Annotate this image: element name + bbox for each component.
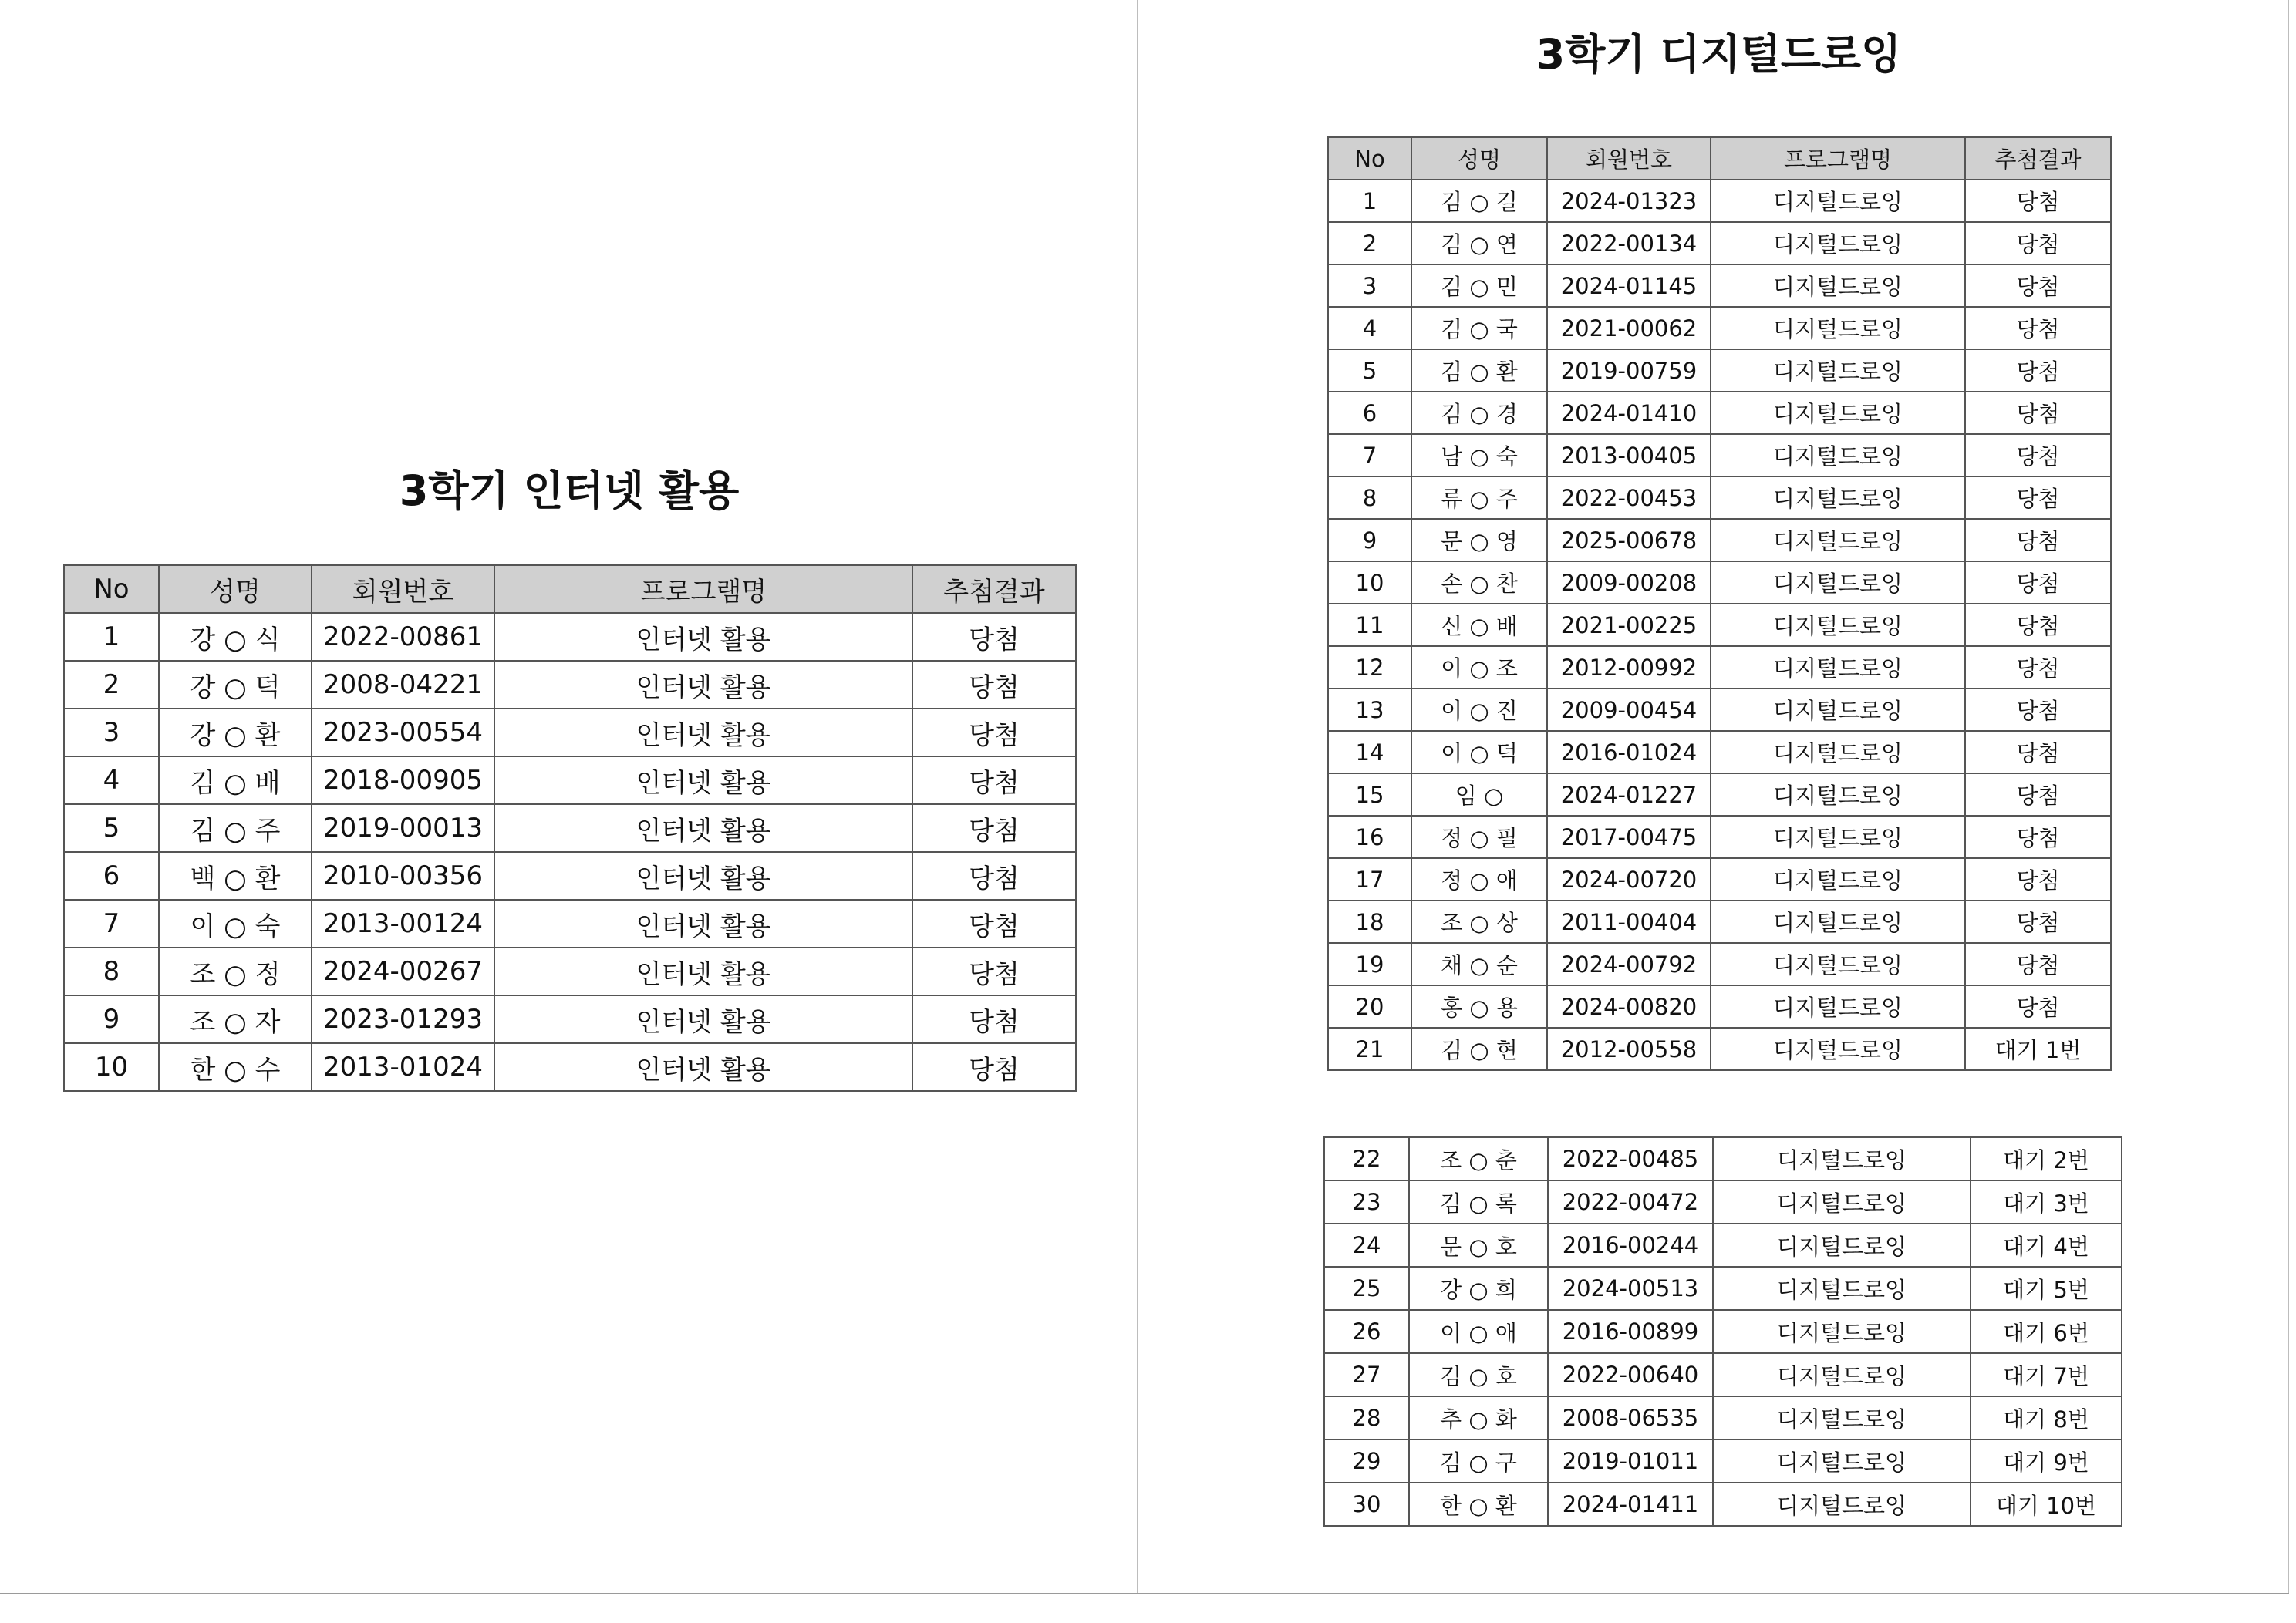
- table-row: [1328, 604, 2111, 646]
- table-cell: 디지털드로잉: [1711, 731, 1965, 773]
- table-cell: 2022-00134: [1547, 222, 1711, 264]
- table-cell: 당첨: [912, 948, 1076, 995]
- table-row: [1328, 816, 2111, 858]
- table-cell: 신 ○ 배: [1411, 604, 1547, 646]
- table-row: [1324, 1267, 2122, 1310]
- table-cell: 이 ○ 덕: [1411, 731, 1547, 773]
- table-cell: 당첨: [912, 852, 1076, 900]
- table-row: [1324, 1224, 2122, 1267]
- table-cell: 2013-00405: [1547, 434, 1711, 476]
- table-cell: 디지털드로잉: [1711, 264, 1965, 307]
- table-cell: 디지털드로잉: [1713, 1180, 1971, 1224]
- table-cell: 당첨: [1965, 561, 2111, 604]
- table-cell: 디지털드로잉: [1711, 349, 1965, 392]
- table-cell: 19: [1328, 943, 1411, 985]
- table-cell: 문 ○ 영: [1411, 519, 1547, 561]
- table-cell: 손 ○ 찬: [1411, 561, 1547, 604]
- table-row: [1328, 392, 2111, 434]
- table-cell: 당첨: [1965, 222, 2111, 264]
- table-cell: 2021-00062: [1547, 307, 1711, 349]
- table-cell: 대기 2번: [1971, 1137, 2122, 1180]
- table-cell: 디지털드로잉: [1711, 858, 1965, 901]
- table-cell: 12: [1328, 646, 1411, 689]
- table-row: [1328, 646, 2111, 689]
- table-cell: 대기 1번: [1965, 1028, 2111, 1070]
- table-row: [64, 948, 1076, 995]
- table-cell: 조 ○ 춘: [1409, 1137, 1548, 1180]
- table-cell: 2011-00404: [1547, 901, 1711, 943]
- table-cell: 8: [1328, 476, 1411, 519]
- table-cell: 디지털드로잉: [1713, 1224, 1971, 1267]
- internet-lottery-table: [63, 564, 1077, 1092]
- table-cell: 2024-00792: [1547, 943, 1711, 985]
- table-row: [1328, 434, 2111, 476]
- table-cell: 김 ○ 길: [1411, 180, 1547, 222]
- table-cell: 김 ○ 배: [159, 756, 312, 804]
- table-row: [64, 661, 1076, 709]
- table-cell: 당첨: [912, 661, 1076, 709]
- table-cell: 10: [64, 1043, 159, 1091]
- table-cell: 3: [1328, 264, 1411, 307]
- table-cell: 디지털드로잉: [1711, 392, 1965, 434]
- table-cell: 정 ○ 애: [1411, 858, 1547, 901]
- table-cell: 2025-00678: [1547, 519, 1711, 561]
- table-row: [1328, 222, 2111, 264]
- table-row: [64, 709, 1076, 756]
- table-cell: 2010-00356: [312, 852, 494, 900]
- right-page-title: 3학기 디지털드로잉: [1536, 30, 1902, 79]
- table-cell: 14: [1328, 731, 1411, 773]
- table-row: [1324, 1310, 2122, 1353]
- table-cell: 인터넷 활용: [494, 709, 912, 756]
- table-cell: 남 ○ 숙: [1411, 434, 1547, 476]
- table-cell: 10: [1328, 561, 1411, 604]
- table-row: [64, 900, 1076, 948]
- table-cell: 조 ○ 자: [159, 995, 312, 1043]
- table-cell: 채 ○ 순: [1411, 943, 1547, 985]
- table-cell: 2016-00244: [1548, 1224, 1713, 1267]
- table-cell: 2024-01411: [1548, 1483, 1713, 1526]
- table-cell: 2023-00554: [312, 709, 494, 756]
- table-cell: 대기 3번: [1971, 1180, 2122, 1224]
- table-cell: 9: [1328, 519, 1411, 561]
- table-cell: 2022-00861: [312, 613, 494, 661]
- column-header: No: [64, 565, 159, 613]
- table-cell: 김 ○ 국: [1411, 307, 1547, 349]
- table-cell: 디지털드로잉: [1711, 689, 1965, 731]
- table-cell: 조 ○ 정: [159, 948, 312, 995]
- table-cell: 2019-01011: [1548, 1439, 1713, 1483]
- table-cell: 대기 9번: [1971, 1439, 2122, 1483]
- table-row: [1324, 1483, 2122, 1526]
- table-cell: 인터넷 활용: [494, 804, 912, 852]
- table-cell: 당첨: [912, 995, 1076, 1043]
- table-cell: 2019-00759: [1547, 349, 1711, 392]
- table-cell: 5: [1328, 349, 1411, 392]
- table-row: [1324, 1180, 2122, 1224]
- table-cell: 2024-00720: [1547, 858, 1711, 901]
- table-cell: 3: [64, 709, 159, 756]
- table-cell: 디지털드로잉: [1711, 434, 1965, 476]
- table-cell: 11: [1328, 604, 1411, 646]
- table-row: [1328, 985, 2111, 1028]
- table-cell: 당첨: [1965, 180, 2111, 222]
- table-cell: 김 ○ 록: [1409, 1180, 1548, 1224]
- table-cell: 2022-00472: [1548, 1180, 1713, 1224]
- table-row: [1328, 773, 2111, 816]
- table-cell: 2: [64, 661, 159, 709]
- table-cell: 24: [1324, 1224, 1409, 1267]
- table-cell: 23: [1324, 1180, 1409, 1224]
- column-header: 회원번호: [312, 565, 494, 613]
- table-cell: 2024-00820: [1547, 985, 1711, 1028]
- table-cell: 2012-00992: [1547, 646, 1711, 689]
- column-header: 추첨결과: [1965, 137, 2111, 180]
- table-cell: 5: [64, 804, 159, 852]
- column-header: 프로그램명: [1711, 137, 1965, 180]
- table-cell: 16: [1328, 816, 1411, 858]
- table-row: [1328, 901, 2111, 943]
- table-row: [1328, 943, 2111, 985]
- table-cell: 18: [1328, 901, 1411, 943]
- table-cell: 26: [1324, 1310, 1409, 1353]
- table-cell: 2023-01293: [312, 995, 494, 1043]
- table-cell: 디지털드로잉: [1711, 943, 1965, 985]
- table-cell: 2024-01323: [1547, 180, 1711, 222]
- table-cell: 20: [1328, 985, 1411, 1028]
- column-header: 성명: [1411, 137, 1547, 180]
- drawing-lottery-table: [1327, 136, 2112, 1071]
- table-cell: 디지털드로잉: [1711, 985, 1965, 1028]
- table-row: [1328, 180, 2111, 222]
- table-row: [1328, 264, 2111, 307]
- table-cell: 인터넷 활용: [494, 852, 912, 900]
- page-divider: [1137, 0, 1138, 1594]
- table-cell: 당첨: [912, 613, 1076, 661]
- table-cell: 2022-00485: [1548, 1137, 1713, 1180]
- table-cell: 9: [64, 995, 159, 1043]
- table-cell: 대기 10번: [1971, 1483, 2122, 1526]
- drawing-waitlist-table: [1323, 1136, 2122, 1527]
- table-cell: 인터넷 활용: [494, 613, 912, 661]
- table-cell: 당첨: [1965, 646, 2111, 689]
- table-cell: 인터넷 활용: [494, 900, 912, 948]
- table-cell: 대기 7번: [1971, 1353, 2122, 1396]
- table-cell: 당첨: [1965, 901, 2111, 943]
- table-cell: 13: [1328, 689, 1411, 731]
- table-cell: 7: [1328, 434, 1411, 476]
- table-cell: 디지털드로잉: [1711, 180, 1965, 222]
- table-cell: 2021-00225: [1547, 604, 1711, 646]
- table-cell: 강 ○ 환: [159, 709, 312, 756]
- table-cell: 대기 6번: [1971, 1310, 2122, 1353]
- page-right-edge: [2288, 0, 2289, 1594]
- table-cell: 디지털드로잉: [1711, 901, 1965, 943]
- table-row: [64, 613, 1076, 661]
- table-cell: 홍 ○ 용: [1411, 985, 1547, 1028]
- table-cell: 22: [1324, 1137, 1409, 1180]
- table-cell: 이 ○ 애: [1409, 1310, 1548, 1353]
- table-cell: 당첨: [912, 900, 1076, 948]
- table-cell: 당첨: [1965, 349, 2111, 392]
- table-cell: 7: [64, 900, 159, 948]
- table-cell: 6: [1328, 392, 1411, 434]
- table-cell: 디지털드로잉: [1711, 816, 1965, 858]
- table-cell: 당첨: [912, 1043, 1076, 1091]
- table-row: [64, 804, 1076, 852]
- table-cell: 당첨: [1965, 476, 2111, 519]
- table-cell: 2024-01227: [1547, 773, 1711, 816]
- table-cell: 김 ○ 현: [1411, 1028, 1547, 1070]
- table-cell: 당첨: [912, 804, 1076, 852]
- table-cell: 2022-00453: [1547, 476, 1711, 519]
- table-cell: 인터넷 활용: [494, 661, 912, 709]
- column-header: 회원번호: [1547, 137, 1711, 180]
- table-cell: 디지털드로잉: [1713, 1267, 1971, 1310]
- table-cell: 4: [1328, 307, 1411, 349]
- table-cell: 김 ○ 경: [1411, 392, 1547, 434]
- table-cell: 디지털드로잉: [1711, 646, 1965, 689]
- table-row: [1324, 1439, 2122, 1483]
- table-cell: 인터넷 활용: [494, 1043, 912, 1091]
- table-cell: 디지털드로잉: [1711, 519, 1965, 561]
- column-header: 성명: [159, 565, 312, 613]
- table-cell: 2019-00013: [312, 804, 494, 852]
- table-cell: 디지털드로잉: [1711, 222, 1965, 264]
- table-row: [1328, 519, 2111, 561]
- table-cell: 2022-00640: [1548, 1353, 1713, 1396]
- table-cell: 디지털드로잉: [1711, 604, 1965, 646]
- table-cell: 김 ○ 환: [1411, 349, 1547, 392]
- table-cell: 디지털드로잉: [1713, 1137, 1971, 1180]
- table-cell: 강 ○ 희: [1409, 1267, 1548, 1310]
- table-cell: 1: [64, 613, 159, 661]
- table-cell: 21: [1328, 1028, 1411, 1070]
- table-row: [64, 995, 1076, 1043]
- table-cell: 당첨: [1965, 816, 2111, 858]
- table-cell: 28: [1324, 1396, 1409, 1439]
- table-cell: 1: [1328, 180, 1411, 222]
- table-cell: 당첨: [1965, 858, 2111, 901]
- table-cell: 당첨: [1965, 943, 2111, 985]
- table-cell: 임 ○: [1411, 773, 1547, 816]
- table-row: [1328, 349, 2111, 392]
- table-cell: 29: [1324, 1439, 1409, 1483]
- table-cell: 디지털드로잉: [1711, 561, 1965, 604]
- table-row: [1328, 561, 2111, 604]
- table-cell: 조 ○ 상: [1411, 901, 1547, 943]
- table-cell: 디지털드로잉: [1711, 773, 1965, 816]
- table-cell: 디지털드로잉: [1713, 1353, 1971, 1396]
- table-row: [1328, 731, 2111, 773]
- table-cell: 2: [1328, 222, 1411, 264]
- table-row: [1324, 1353, 2122, 1396]
- table-cell: 디지털드로잉: [1713, 1439, 1971, 1483]
- table-cell: 2013-00124: [312, 900, 494, 948]
- table-cell: 이 ○ 조: [1411, 646, 1547, 689]
- table-row: [1328, 307, 2111, 349]
- table-cell: 당첨: [1965, 307, 2111, 349]
- table-cell: 2009-00454: [1547, 689, 1711, 731]
- table-cell: 당첨: [1965, 434, 2111, 476]
- table-cell: 김 ○ 연: [1411, 222, 1547, 264]
- table-row: [1328, 1028, 2111, 1070]
- table-cell: 이 ○ 진: [1411, 689, 1547, 731]
- table-cell: 2009-00208: [1547, 561, 1711, 604]
- table-cell: 2024-00513: [1548, 1267, 1713, 1310]
- table-cell: 2012-00558: [1547, 1028, 1711, 1070]
- column-header: 추첨결과: [912, 565, 1076, 613]
- table-cell: 당첨: [1965, 264, 2111, 307]
- table-row: [1324, 1396, 2122, 1439]
- table-cell: 당첨: [1965, 773, 2111, 816]
- table-cell: 27: [1324, 1353, 1409, 1396]
- table-cell: 인터넷 활용: [494, 995, 912, 1043]
- table-cell: 30: [1324, 1483, 1409, 1526]
- table-cell: 당첨: [1965, 689, 2111, 731]
- table-row: [64, 756, 1076, 804]
- table-cell: 추 ○ 화: [1409, 1396, 1548, 1439]
- table-cell: 2016-00899: [1548, 1310, 1713, 1353]
- table-row: [1328, 476, 2111, 519]
- table-cell: 디지털드로잉: [1711, 476, 1965, 519]
- table-cell: 김 ○ 호: [1409, 1353, 1548, 1396]
- table-cell: 김 ○ 구: [1409, 1439, 1548, 1483]
- table-cell: 강 ○ 덕: [159, 661, 312, 709]
- table-cell: 김 ○ 주: [159, 804, 312, 852]
- table-row: [1328, 858, 2111, 901]
- table-cell: 17: [1328, 858, 1411, 901]
- table-cell: 당첨: [1965, 604, 2111, 646]
- table-cell: 디지털드로잉: [1713, 1483, 1971, 1526]
- table-cell: 대기 8번: [1971, 1396, 2122, 1439]
- table-cell: 문 ○ 호: [1409, 1224, 1548, 1267]
- table-cell: 인터넷 활용: [494, 756, 912, 804]
- left-page-title: 3학기 인터넷 활용: [399, 466, 740, 515]
- table-cell: 8: [64, 948, 159, 995]
- table-cell: 당첨: [912, 756, 1076, 804]
- table-cell: 강 ○ 식: [159, 613, 312, 661]
- table-cell: 디지털드로잉: [1711, 1028, 1965, 1070]
- table-cell: 2008-04221: [312, 661, 494, 709]
- table-cell: 디지털드로잉: [1711, 307, 1965, 349]
- table-cell: 한 ○ 환: [1409, 1483, 1548, 1526]
- table-row: [1324, 1137, 2122, 1180]
- table-row: [64, 852, 1076, 900]
- table-cell: 류 ○ 주: [1411, 476, 1547, 519]
- table-cell: 2024-01410: [1547, 392, 1711, 434]
- table-cell: 2024-00267: [312, 948, 494, 995]
- table-cell: 2018-00905: [312, 756, 494, 804]
- table-cell: 2017-00475: [1547, 816, 1711, 858]
- table-row: [64, 1043, 1076, 1091]
- table-cell: 인터넷 활용: [494, 948, 912, 995]
- column-header: 프로그램명: [494, 565, 912, 613]
- table-cell: 25: [1324, 1267, 1409, 1310]
- table-cell: 당첨: [912, 709, 1076, 756]
- table-cell: 4: [64, 756, 159, 804]
- page-bottom-edge: [0, 1593, 2289, 1594]
- table-cell: 대기 5번: [1971, 1267, 2122, 1310]
- table-header-row: [64, 565, 1076, 613]
- table-cell: 김 ○ 민: [1411, 264, 1547, 307]
- table-cell: 2008-06535: [1548, 1396, 1713, 1439]
- table-cell: 이 ○ 숙: [159, 900, 312, 948]
- table-cell: 디지털드로잉: [1713, 1310, 1971, 1353]
- table-cell: 2016-01024: [1547, 731, 1711, 773]
- table-row: [1328, 689, 2111, 731]
- column-header: No: [1328, 137, 1411, 180]
- table-cell: 당첨: [1965, 985, 2111, 1028]
- table-cell: 15: [1328, 773, 1411, 816]
- table-cell: 디지털드로잉: [1713, 1396, 1971, 1439]
- table-cell: 당첨: [1965, 519, 2111, 561]
- table-cell: 2024-01145: [1547, 264, 1711, 307]
- table-cell: 한 ○ 수: [159, 1043, 312, 1091]
- table-cell: 당첨: [1965, 392, 2111, 434]
- table-cell: 당첨: [1965, 731, 2111, 773]
- table-cell: 2013-01024: [312, 1043, 494, 1091]
- table-cell: 백 ○ 환: [159, 852, 312, 900]
- table-cell: 정 ○ 필: [1411, 816, 1547, 858]
- table-header-row: [1328, 137, 2111, 180]
- table-cell: 6: [64, 852, 159, 900]
- table-cell: 대기 4번: [1971, 1224, 2122, 1267]
